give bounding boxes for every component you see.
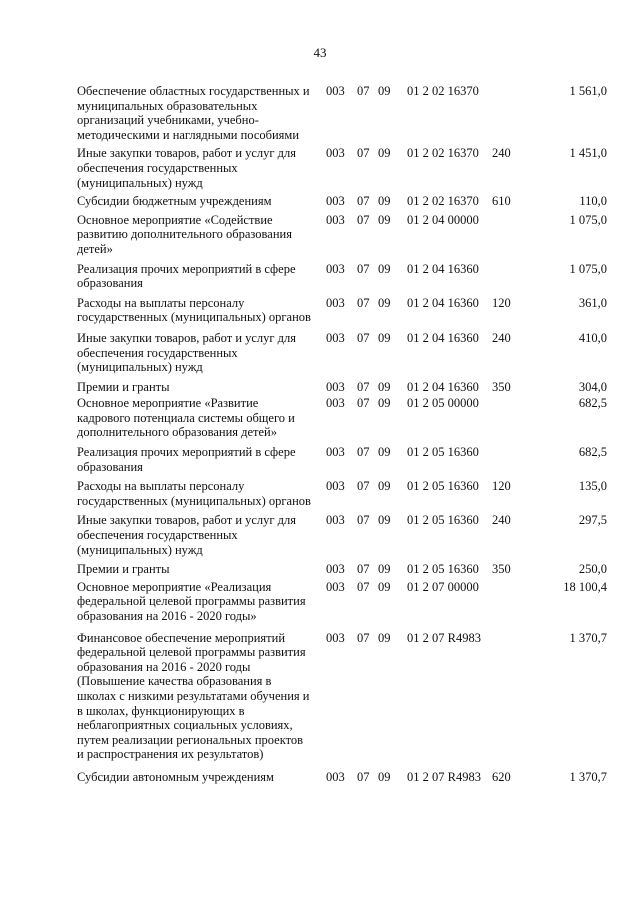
table-row [77,262,607,291]
row-amount: 135,0 [578,479,607,494]
row-subsection-code: 09 [378,330,391,345]
row-subsection-code: 09 [378,445,391,460]
row-ved-code: 003 [326,84,345,98]
row-ved-code: 003 [326,379,345,394]
row-expense-type-code: 620 [492,769,511,784]
row-section-code: 07 [357,330,370,345]
row-name: Основное мероприятие «Реализация федеральной целевой программы развития образования на 2016 - 2020 годы» [77,579,306,623]
row-name: Премии и гранты [77,379,170,394]
row-expense-type-code: 240 [492,330,511,345]
row-expense-type-code: 610 [492,194,511,209]
table-row [77,194,607,209]
table-row [77,146,607,190]
row-subsection-code: 09 [378,379,391,394]
row-amount: 18 100,4 [563,579,607,594]
table-row [77,513,607,557]
row-ved-code: 003 [326,261,345,276]
row-section-code: 07 [357,379,370,394]
row-subsection-code: 09 [378,630,391,645]
row-ved-code: 003 [326,445,345,460]
row-subsection-code: 09 [378,579,391,594]
table-row [77,631,607,762]
row-section-code: 07 [357,396,370,411]
table-row [77,445,607,474]
row-name: Иные закупки товаров, работ и услуг для обеспечения государственных (муниципальных) нужд [77,330,297,375]
row-name: Финансовое обеспечение мероприятий федеральной целевой программы развития образования на 2016 - 2020 годы (Повышение качества образования в школах с низкими результатами обучения и в школах, функционирующих в неблагоприятных социальных условиях, путем реализации региональных проектов и распространения их результатов) [77,630,310,762]
row-name: Расходы на выплаты персоналу государственных (муниципальных) органов [77,295,311,325]
row-target-code: 01 2 05 16360 [407,513,479,528]
row-amount: 1 075,0 [569,261,607,276]
table-row [77,213,607,257]
row-section-code: 07 [357,84,370,98]
row-amount: 297,5 [578,513,607,528]
row-target-code: 01 2 02 16370 [407,84,479,98]
row-section-code: 07 [357,630,370,645]
table-row [77,296,607,325]
row-section-code: 07 [357,295,370,310]
row-name: Иные закупки товаров, работ и услуг для обеспечения государственных (муниципальных) нужд [77,513,297,557]
row-target-code: 01 2 07 00000 [407,579,479,594]
table-row [77,562,607,577]
row-expense-type-code: 120 [492,479,511,494]
row-amount: 1 451,0 [569,146,607,161]
row-name: Обеспечение областных государственных и муниципальных образовательных организаций учебниками, учебно-методическими и наглядными пособиями [77,84,310,142]
row-amount: 1 370,7 [569,630,607,645]
row-section-code: 07 [357,146,370,161]
row-section-code: 07 [357,212,370,227]
row-target-code: 01 2 07 R4983 [407,630,481,645]
row-subsection-code: 09 [378,84,391,98]
row-subsection-code: 09 [378,513,391,528]
table-row [77,84,607,142]
row-target-code: 01 2 05 00000 [407,396,479,411]
row-subsection-code: 09 [378,396,391,411]
row-amount: 1 075,0 [569,212,607,227]
row-target-code: 01 2 04 00000 [407,212,479,227]
row-expense-type-code: 240 [492,146,511,161]
row-ved-code: 003 [326,146,345,161]
row-ved-code: 003 [326,295,345,310]
row-section-code: 07 [357,261,370,276]
row-expense-type-code: 350 [492,379,511,394]
row-subsection-code: 09 [378,479,391,494]
table-row [77,331,607,375]
row-section-code: 07 [357,769,370,784]
row-target-code: 01 2 05 16360 [407,445,479,460]
row-subsection-code: 09 [378,212,391,227]
row-amount: 361,0 [578,295,607,310]
row-expense-type-code: 120 [492,295,511,310]
row-target-code: 01 2 04 16360 [407,261,479,276]
row-target-code: 01 2 07 R4983 [407,769,481,784]
row-ved-code: 003 [326,769,345,784]
row-subsection-code: 09 [378,146,391,161]
row-ved-code: 003 [326,194,345,209]
row-amount: 1 370,7 [569,769,607,784]
row-target-code: 01 2 04 16360 [407,379,479,394]
row-target-code: 01 2 05 16360 [407,562,479,577]
table-row [77,380,607,395]
row-ved-code: 003 [326,579,345,594]
row-name: Субсидии автономным учреждениям [77,769,274,784]
row-name: Основное мероприятие «Содействие развитию дополнительного образования детей» [77,212,292,256]
row-target-code: 01 2 02 16370 [407,146,479,161]
row-name: Расходы на выплаты персоналу государственных (муниципальных) органов [77,479,311,508]
table-row [77,580,607,624]
row-ved-code: 003 [326,212,345,227]
row-name: Реализация прочих мероприятий в сфере образования [77,445,296,474]
row-subsection-code: 09 [378,562,391,577]
row-section-code: 07 [357,579,370,594]
row-section-code: 07 [357,513,370,528]
row-target-code: 01 2 04 16360 [407,295,479,310]
row-section-code: 07 [357,194,370,209]
row-amount: 304,0 [578,379,607,394]
row-ved-code: 003 [326,330,345,345]
table-row [77,479,607,508]
row-target-code: 01 2 02 16370 [407,194,479,209]
row-amount: 250,0 [578,562,607,577]
row-name: Основное мероприятие «Развитие кадрового потенциала системы общего и дополнительного образования детей» [77,396,295,440]
row-amount: 410,0 [578,330,607,345]
row-expense-type-code: 240 [492,513,511,528]
row-subsection-code: 09 [378,769,391,784]
budget-table [77,84,607,785]
row-amount: 682,5 [578,445,607,460]
row-section-code: 07 [357,445,370,460]
page-number: 43 [313,45,327,60]
row-amount: 682,5 [578,396,607,411]
row-subsection-code: 09 [378,194,391,209]
row-subsection-code: 09 [378,261,391,276]
row-target-code: 01 2 05 16360 [407,479,479,494]
table-row [77,770,607,785]
row-ved-code: 003 [326,479,345,494]
row-ved-code: 003 [326,630,345,645]
row-name: Иные закупки товаров, работ и услуг для обеспечения государственных (муниципальных) нужд [77,146,297,190]
row-name: Премии и гранты [77,562,170,577]
row-ved-code: 003 [326,513,345,528]
row-section-code: 07 [357,479,370,494]
row-target-code: 01 2 04 16360 [407,330,479,345]
row-expense-type-code: 350 [492,562,511,577]
row-name: Субсидии бюджетным учреждениям [77,194,272,209]
row-amount: 1 561,0 [569,84,607,98]
row-subsection-code: 09 [378,295,391,310]
table-row [77,396,607,440]
row-ved-code: 003 [326,396,345,411]
row-name: Реализация прочих мероприятий в сфере образования [77,261,296,291]
row-section-code: 07 [357,562,370,577]
row-amount: 110,0 [579,194,607,209]
row-ved-code: 003 [326,562,345,577]
